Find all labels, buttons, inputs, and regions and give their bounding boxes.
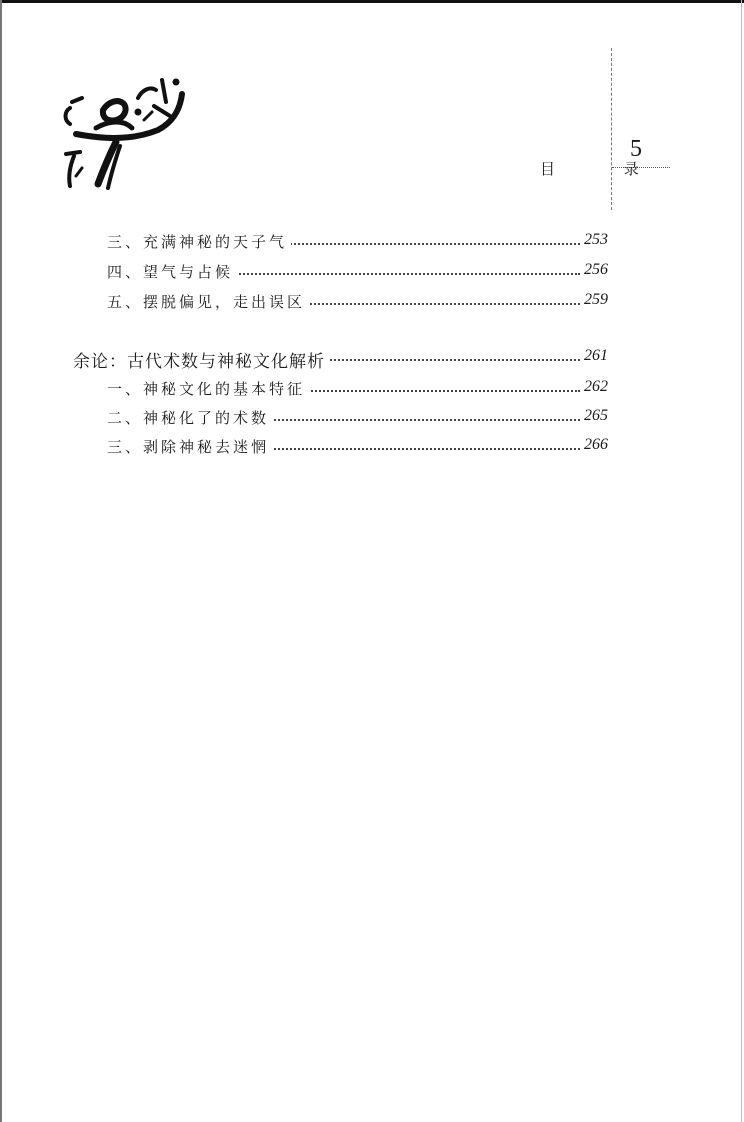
toc-leader-dots — [262, 243, 580, 245]
page-right-edge — [741, 0, 742, 1122]
toc-leader-dots — [286, 303, 580, 305]
toc-entry[interactable] — [0, 407, 744, 431]
toc-entry-page: 256 — [580, 261, 608, 279]
toc-leader-dots — [266, 448, 580, 450]
toc-entry[interactable] — [0, 231, 744, 255]
toc-leader-dots — [220, 273, 580, 275]
toc-entry-page: 261 — [580, 347, 608, 365]
page-number: 5 — [630, 136, 642, 162]
toc-entry-page: 262 — [580, 378, 608, 396]
toc-leader-dots — [266, 419, 580, 421]
toc-entry-title: 三、充满神秘的天子气 — [107, 231, 291, 252]
toc-entry[interactable] — [0, 436, 744, 460]
toc-entry-title: 二、神秘化了的术数 — [107, 407, 273, 428]
toc-entry-page: 259 — [580, 291, 608, 309]
toc-leader-dots — [300, 390, 580, 392]
toc-entry-title: 四、望气与占候 — [107, 261, 237, 282]
page-top-edge — [0, 0, 744, 3]
header-divider-vertical — [611, 48, 612, 210]
toc-entry[interactable] — [0, 378, 744, 402]
toc-leader-dots — [322, 359, 580, 361]
toc-entry[interactable] — [0, 347, 744, 371]
toc-entry[interactable] — [0, 261, 744, 285]
toc-entry[interactable] — [0, 291, 744, 315]
section-label: 目 录 — [540, 160, 671, 178]
toc-entry-title: 余论：古代术数与神秘文化解析 — [73, 347, 329, 372]
page-left-edge — [0, 0, 2, 1122]
toc-entry-title: 三、剥除神秘去迷惘 — [107, 436, 273, 457]
toc-entry-page: 253 — [580, 231, 608, 249]
toc-entry-title: 一、神秘文化的基本特征 — [107, 378, 309, 399]
decorative-emblem — [58, 72, 188, 194]
toc-entry-title: 五、摆脱偏见，走出误区 — [107, 291, 309, 312]
toc-entry-page: 266 — [580, 436, 608, 454]
toc-entry-page: 265 — [580, 407, 608, 425]
